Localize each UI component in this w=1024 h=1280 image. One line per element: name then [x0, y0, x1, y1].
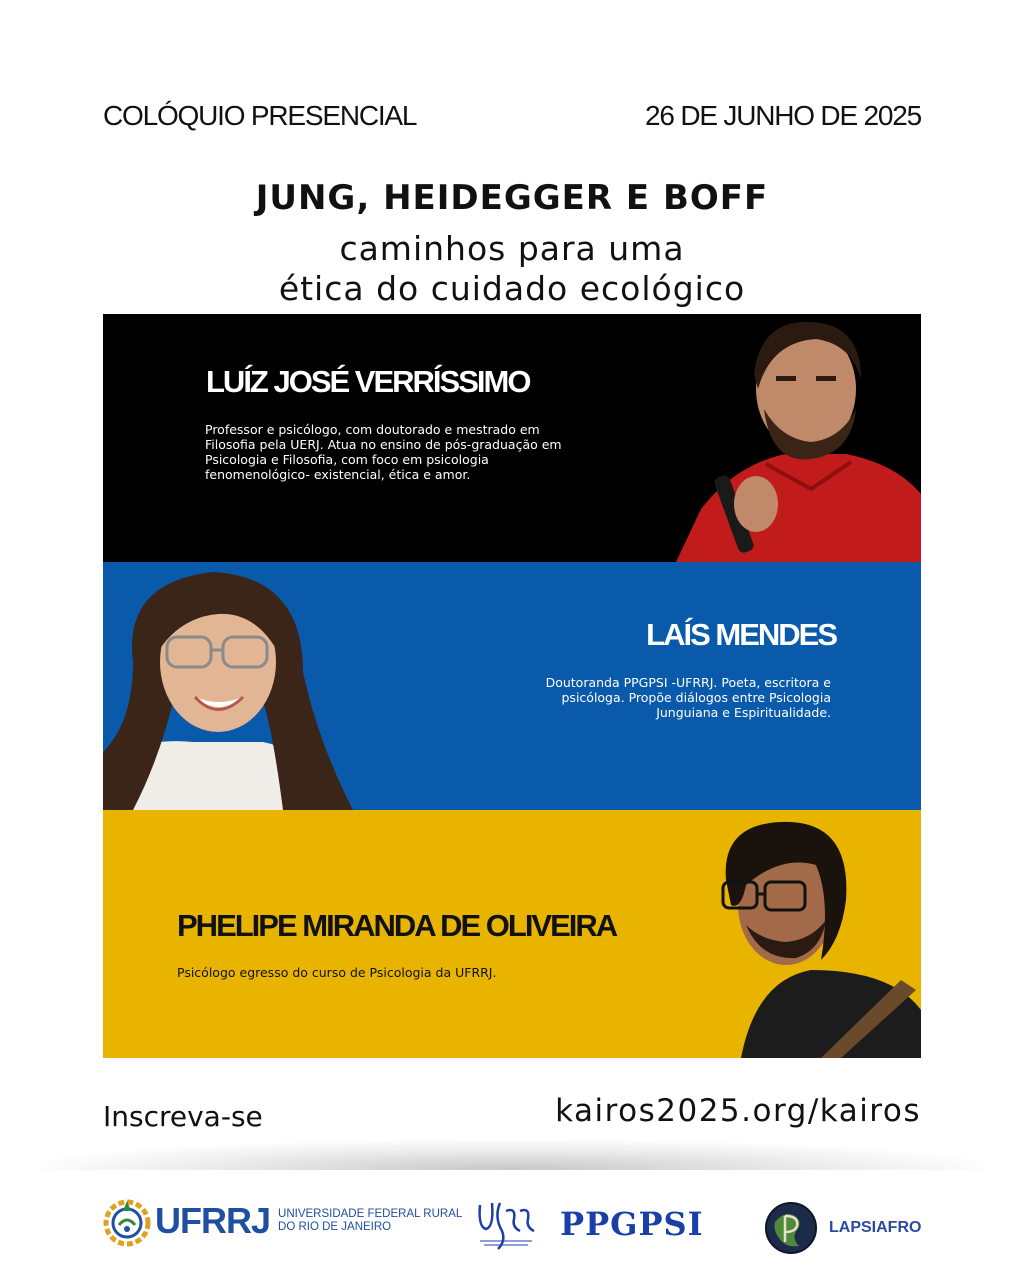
- ppgpsi-logo: PPGPSI: [560, 1205, 704, 1243]
- event-type: COLÓQUIO PRESENCIAL: [103, 100, 417, 131]
- speaker-panel-2: [103, 562, 921, 810]
- lapsiafro-wordmark: LAPSIAFRO: [829, 1219, 922, 1236]
- subtitle-line-1: caminhos para uma: [339, 229, 685, 268]
- speaker-bio: Professor e psicólogo, com doutorado e mestrado em Filosofia pela UERJ. Atua no ensino de pós-graduação em Psicologia e Filosofia, com foco em psicologia fenomenológico- existencial, ética e amor.: [205, 422, 562, 482]
- speaker-bio: Psicólogo egresso do curso de Psicologia da UFRRJ.: [177, 965, 497, 980]
- subtitle-line-2: ética do cuidado ecológico: [278, 269, 746, 308]
- speaker-photo: [701, 810, 921, 1058]
- speaker-panel-3: [103, 810, 921, 1058]
- signup-url[interactable]: kairos2025.org/kairos: [555, 1093, 921, 1129]
- lapsiafro-logo: [765, 1202, 921, 1254]
- ufrrj-fullname-line-2: DO RIO DE JANEIRO: [278, 1221, 392, 1233]
- ufrrj-fullname-line-1: UNIVERSIDADE FEDERAL RURAL: [278, 1208, 463, 1220]
- ufrrj-fullname: [278, 1208, 462, 1234]
- event-date: 26 DE JUNHO DE 2025: [645, 100, 921, 131]
- divider-shadow: [40, 1140, 984, 1170]
- speaker-photo: [103, 562, 361, 810]
- event-title: JUNG, HEIDEGGER E BOFF: [255, 178, 769, 218]
- ppgpsi-ufrrj-mark-icon: [472, 1197, 536, 1259]
- speaker-bio: Doutoranda PPGPSI -UFRRJ. Poeta, escritora e psicóloga. Propõe diálogos entre Psicologia Junguiana e Espiritualidade.: [545, 675, 831, 720]
- speaker-name: LAÍS MENDES: [646, 617, 836, 652]
- ufrrj-wordmark: UFRRJ: [155, 1200, 271, 1241]
- speaker-photo: [676, 314, 921, 562]
- speaker-name: PHELIPE MIRANDA DE OLIVEIRA: [177, 908, 617, 943]
- signup-label: Inscreva-se: [103, 1100, 263, 1133]
- speaker-panel-1: [103, 314, 921, 562]
- ufrrj-seal-icon: [103, 1195, 151, 1247]
- ufrrj-logo: [103, 1195, 462, 1247]
- lapsiafro-globe-icon: [765, 1202, 817, 1254]
- event-subtitle: [0, 229, 1024, 309]
- speaker-name: LUÍZ JOSÉ VERRÍSSIMO: [206, 364, 530, 399]
